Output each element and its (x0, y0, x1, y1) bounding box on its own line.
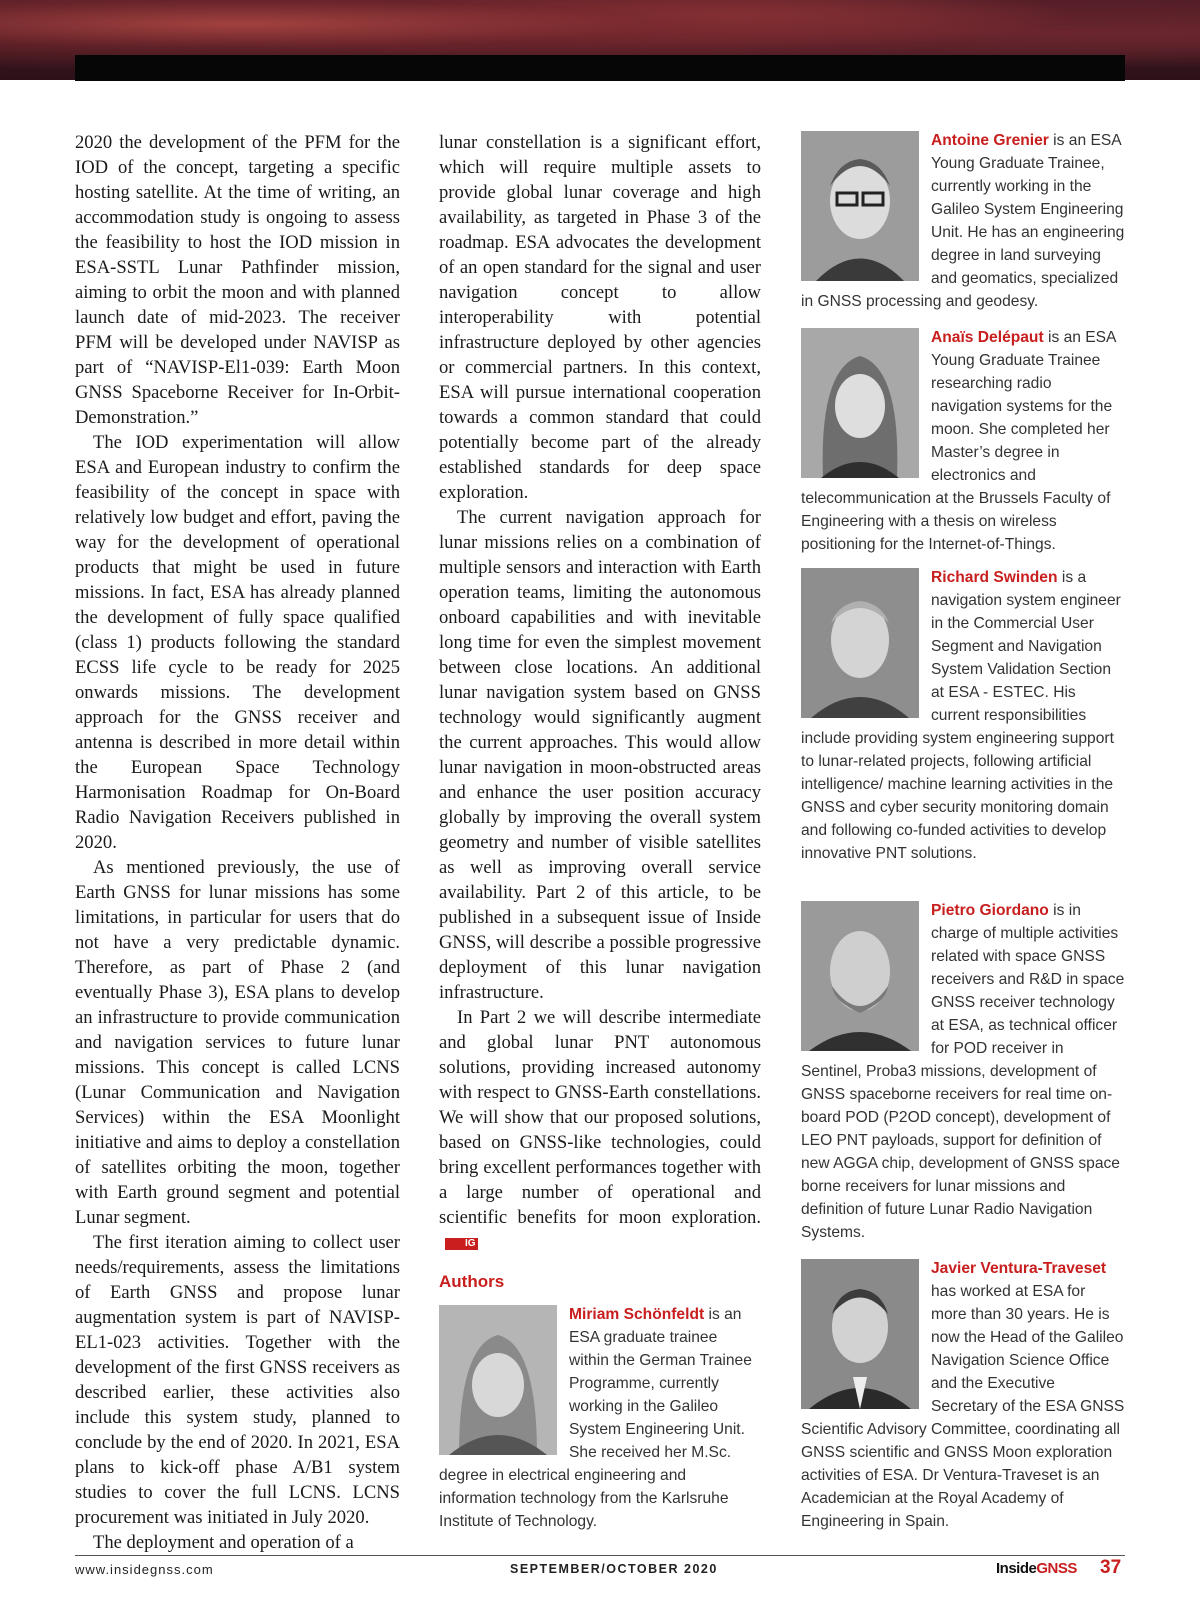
brand-inside: Inside (996, 1560, 1037, 1577)
author-photo (801, 131, 919, 281)
author-name: Pietro Giordano (931, 902, 1049, 919)
paragraph: 2020 the development of the PFM for the IOD of the concept, targeting a specific hosting satellite. At the time of writing, an accommodation study is ongoing to assess the feasibility to host the IOD mission in ESA-SSTL Lunar Pathfinder mission, aiming to orbit the moon and with planned launch date of mid-2023. The receiver PFM will be developed under NAVISP as part of “NAVISP-El1-039: Earth Moon GNSS Spaceborne Receiver for In-Orbit-Demonstration.” (75, 132, 400, 428)
author-photo (801, 568, 919, 718)
paragraph: lunar constellation is a significant effort, which will require multiple assets to provide global lunar coverage and high availability, as targeted in Phase 3 of the roadmap. ESA advocates the development of an open standard for the signal and user navigation concept to allow interoperability with potential infrastructure deployed by other agencies or commercial partners. In this context, ESA will pursue international cooperation towards a common standard that could potentially become part of the already established standards for deep space exploration. (439, 132, 761, 503)
author-photo (439, 1305, 557, 1455)
article-column-2 (439, 130, 761, 1255)
page-number: 37 (1100, 1557, 1122, 1578)
author-description: is an ESA Young Graduate Trainee, currently working in the Galileo System Engineering Unit. He has an engineering degree in land surveying and geomatics, specialized in GNSS processing and geodesy. (801, 132, 1125, 310)
portrait-icon (801, 901, 919, 1051)
portrait-icon (801, 568, 919, 718)
author-description: is a navigation system engineer in the Commercial User Segment and Navigation System Validation Section at ESA - ESTEC. His current responsibilities include providing system engineering support to lunar-related projects, following artificial intelligence/ machine learning activities in the GNSS and cyber security monitoring domain and following co-funded activities to develop innovative PNT solutions. (801, 569, 1121, 862)
article-column-1 (75, 130, 400, 1555)
author-description: is an ESA graduate trainee within the German Trainee Programme, currently working in the Galileo System Engineering Unit. She received her M.Sc. degree in electrical engineering and information technology from the Karlsruhe Institute of Technology. (439, 1306, 752, 1530)
author-bio (801, 326, 1125, 556)
author-bio (801, 1257, 1125, 1533)
author-description: has worked at ESA for more than 30 years. He is now the Head of the Galileo Navigation Science Office and the Executive Secretary of the ESA GNSS Scientific Advisory Committee, coordinating all GNSS scientific and GNSS Moon exploration activities of ESA. Dr Ventura-Traveset is an Academician at the Royal Academy of Engineering in Spain. (801, 1283, 1125, 1530)
paragraph: The IOD experimentation will allow ESA and European industry to confirm the feasibility of the concept in space with relatively low budget and effort, paving the way for the development of operational products that might be used in future missions. In fact, ESA has already planned the development of fully space qualified (class 1) products following the standard ECSS life cycle to be ready for 2025 onwards missions. The development approach for the GNSS receiver and antenna is described in more detail within the European Space Technology Harmonisation Roadmap for On-Board Radio Navigation Receivers published in 2020. (75, 432, 400, 853)
author-bio (801, 129, 1125, 313)
paragraph (439, 1005, 761, 1255)
portrait-icon (439, 1305, 557, 1455)
authors-heading: Authors (439, 1272, 505, 1291)
author-bio (801, 566, 1125, 865)
author-description: is in charge of multiple activities related with space GNSS receivers and R&D in space GNSS receiver technology at ESA, as technical officer for POD receiver in Sentinel, Proba3 missions, development of GNSS spaceborne receivers for real time on-board POD (P2OD concept), development of LEO PNT payloads, support for definition of new AGGA chip, development of GNSS space borne receivers for lunar missions and definition of future Lunar Radio Navigation Systems. (801, 902, 1125, 1241)
author-bio (801, 899, 1125, 1244)
paragraph: As mentioned previously, the use of Earth GNSS for lunar missions has some limitations, in particular for users that do not have a very predictable dynamic. Therefore, as part of Phase 2 (and eventually Phase 3), ESA plans to develop an infrastructure to provide communication and navigation services to future lunar missions. This concept is called LCNS (Lunar Communication and Navigation Services) within the ESA Moonlight initiative and aims to deploy a constellation of satellites orbiting the moon, together with Earth ground segment and potential Lunar segment. (75, 857, 400, 1228)
author-photo (801, 1259, 919, 1409)
author-name: Miriam Schönfeldt (569, 1306, 705, 1323)
author-bio (439, 1303, 761, 1533)
footer-rule (75, 1555, 1125, 1556)
author-name: Anaïs Delépaut (931, 329, 1044, 346)
author-name: Richard Swinden (931, 569, 1058, 586)
author-photo (801, 328, 919, 478)
header-bar (75, 55, 1125, 81)
footer-issue-date: SEPTEMBER/OCTOBER 2020 (510, 1562, 718, 1576)
paragraph-text: In Part 2 we will describe intermediate and global lunar PNT autonomous solutions, providing increased autonomy with respect to GNSS-Earth constellations. We will show that our proposed solutions, based on GNSS-like technologies, could bring excellent performances together with a large number of operational and scientific benefits for moon exploration. (439, 1007, 761, 1228)
portrait-icon (801, 1259, 919, 1409)
author-name: Antoine Grenier (931, 132, 1049, 149)
portrait-icon (801, 328, 919, 478)
paragraph: The deployment and operation of a (93, 1532, 354, 1553)
paragraph: The first iteration aiming to collect user needs/requirements, assess the limitations of Earth GNSS and propose lunar augmentation system is part of NAVISP-EL1-023 activities. Together with the development of the first GNSS receivers as described earlier, these activities also include this system study, planned to conclude by the end of 2020. In 2021, ESA plans to kick-off phase A/B1 system studies to cover the full LCNS. LCNS procurement was initiated in July 2020. (75, 1232, 400, 1528)
end-mark-logo: IG (445, 1238, 478, 1250)
footer-brand-logo (996, 1560, 1077, 1577)
portrait-icon (801, 131, 919, 281)
brand-gnss: GNSS (1036, 1560, 1077, 1577)
author-name: Javier Ventura-Traveset (931, 1260, 1107, 1277)
paragraph: The current navigation approach for lunar missions relies on a combination of multiple sensors and interaction with Earth operation teams, limiting the autonomous onboard capabilities and with inevitable long time for even the simplest movement between close locations. An additional lunar navigation system based on GNSS technology would significantly augment the current approaches. This would allow lunar navigation in moon-obstructed areas and enhance the user position accuracy globally by improving the overall system geometry and number of visible satellites as well as improving overall service availability. Part 2 of this article, to be published in a subsequent issue of Inside GNSS, will describe a possible progressive deployment of this lunar navigation infrastructure. (439, 507, 761, 1003)
author-description: is an ESA Young Graduate Trainee researching radio navigation systems for the moon. She completed her Master’s degree in electronics and telecommunication at the Brussels Faculty of Engineering with a thesis on wireless positioning for the Internet-of-Things. (801, 329, 1116, 553)
author-photo (801, 901, 919, 1051)
footer-url[interactable]: www.insidegnss.com (75, 1562, 214, 1577)
